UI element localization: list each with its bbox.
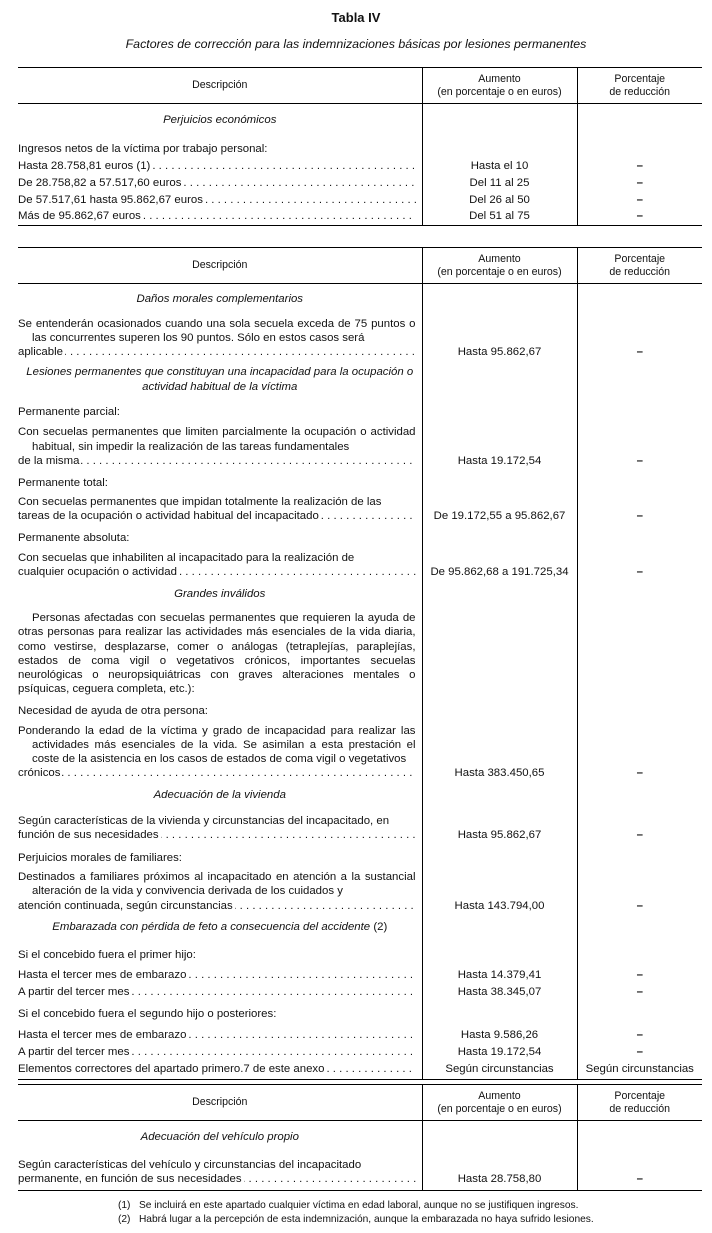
table-row: Según características de la vivienda y circunstancias del incapacitado, en función de sus necesidades . . . Hasta 95.862,67 – — [18, 809, 702, 845]
section-title: Embarazada con pérdida de feto a consecuencia del accidente (2) — [52, 921, 388, 934]
table-row: Elementos correctores del apartado primero.7 de este anexo . . . Según circunstancias Según circunstancias — [18, 1059, 702, 1080]
table-row: Personas afectadas con secuelas permanentes que requieren la ayuda de otras personas para realizar las actividades más esenciales de la vida diaria, como vestirse, desplazarse, comer o análogas (tetraplejías, paraplejías, estados de coma vigil o vegetativos crónicos, importantes secuelas neurológicas o neuropsiquiátricas con graves alteraciones mentales o psíquicas, ceguera completa, etc.): — [18, 607, 702, 699]
table-row: Con secuelas que inhabiliten al incapacitado para la realización de cualquier ocupación o actividad . . . De 95.862,68 a 191.725,34 – — [18, 546, 702, 582]
table-vehiculo — [18, 1084, 702, 1191]
section-title: Adecuación del vehículo propio — [140, 1130, 299, 1143]
header-porcentaje: Porcentaje de reducción — [577, 248, 702, 284]
table-header-row — [18, 1085, 702, 1121]
table-row: Se entenderán ocasionados cuando una sola secuela exceda de 75 puntos o las concurrentes superen los 90 puntos. Sólo en estos casos será aplicable . . . Hasta 95.862,67 – — [18, 314, 702, 362]
table-row: De 57.517,61 hasta 95.862,67 euros . . . Del 26 al 50 – — [18, 191, 702, 208]
table-danos-morales — [18, 247, 702, 1080]
table-row: A partir del tercer mes . . . Hasta 38.345,07 – — [18, 982, 702, 999]
header-aumento: Aumento (en porcentaje o en euros) — [422, 1085, 577, 1121]
table-row: Con secuelas permanentes que impidan totalmente la realización de las tareas de la ocupación o actividad habitual del incapacitado . . . De 19.172,55 a 95.862,67 – — [18, 490, 702, 526]
row-label: Necesidad de ayuda de otra persona: — [18, 705, 208, 718]
table-subtitle: Factores de corrección para las indemnizaciones básicas por lesiones permanentes — [125, 37, 587, 51]
table-row: Según características del vehículo y circunstancias del incapacitado permanente, en función de sus necesidades . . . Hasta 28.758,80 – — [18, 1153, 702, 1191]
table-row: De 28.758,82 a 57.517,60 euros . . . Del 11 al 25 – — [18, 174, 702, 191]
header-aumento: Aumento (en porcentaje o en euros) — [422, 248, 577, 284]
table-perjuicios-economicos — [18, 67, 702, 226]
table-row: Hasta el tercer mes de embarazo . . . Hasta 9.586,26 – — [18, 1021, 702, 1042]
table-row: A partir del tercer mes . . . Hasta 19.172,54 – — [18, 1042, 702, 1059]
row-label: Si el concebido fuera el segundo hijo o posteriores: — [18, 1007, 277, 1020]
header-descripcion: Descripción — [192, 1096, 248, 1109]
footnote: (2) Habrá lugar a la percepción de esta indemnización, aunque la embarazada no haya sufrido lesiones. — [118, 1213, 594, 1225]
row-label: Permanente parcial: — [18, 406, 120, 418]
table-header-row — [18, 68, 702, 104]
table-row: Ponderando la edad de la víctima y grado de incapacidad para realizar las actividades más esenciales de la vida. Se asimilan a esta prestación el coste de la asistencia en los casos de estados de coma vigil o vegetativos crónicos . . . Hasta 383.450,65 – — [18, 719, 702, 783]
table-row: Más de 95.862,67 euros . . . Del 51 al 75 – — [18, 208, 702, 226]
row-label: Perjuicios morales de familiares: — [18, 851, 182, 864]
section-title: Grandes inválidos — [174, 587, 266, 600]
header-descripcion: Descripción — [192, 79, 248, 92]
section-title: Perjuicios económicos — [163, 114, 277, 127]
header-porcentaje: Porcentaje de reducción — [577, 68, 702, 104]
row-label: Permanente total: — [18, 476, 108, 489]
header-porcentaje: Porcentaje de reducción — [577, 1085, 702, 1121]
footnote: (1) Se incluirá en este apartado cualquier víctima en edad laboral, aunque no se justifiquen ingresos. — [118, 1200, 579, 1211]
section-title: Adecuación de la vivienda — [153, 789, 286, 802]
row-label: Permanente absoluta: — [18, 532, 130, 545]
section-title: Lesiones permanentes que constituyan una incapacidad para la ocupación o actividad habitual de la víctima — [26, 365, 414, 394]
table-header-row — [18, 248, 702, 284]
header-descripcion: Descripción — [192, 259, 248, 272]
table-row: Destinados a familiares próximos al incapacitado en atención a la sustancial alteración de la vida y convivencia derivada de los cuidados y atención continuada, según circunstancias . . . Hasta 143.794,00 – — [18, 865, 702, 915]
header-aumento: Aumento (en porcentaje o en euros) — [422, 68, 577, 104]
row-label: Si el concebido fuera el primer hijo: — [18, 948, 196, 961]
table-row: Con secuelas permanentes que limiten parcialmente la ocupación o actividad habitual, sin impedir la realización de las tareas fundamentales de la misma . . . Hasta 19.172,54 – — [18, 419, 702, 470]
table-title: Tabla IV — [331, 10, 381, 25]
footnotes — [118, 1199, 594, 1227]
row-label: Ingresos netos de la víctima por trabajo personal: — [18, 143, 268, 156]
table-row: Hasta 28.758,81 euros (1) . . . Hasta el 10 – — [18, 157, 702, 174]
table-row: Hasta el tercer mes de embarazo . . . Hasta 14.379,41 – — [18, 962, 702, 982]
section-title: Daños morales complementarios — [136, 292, 303, 305]
